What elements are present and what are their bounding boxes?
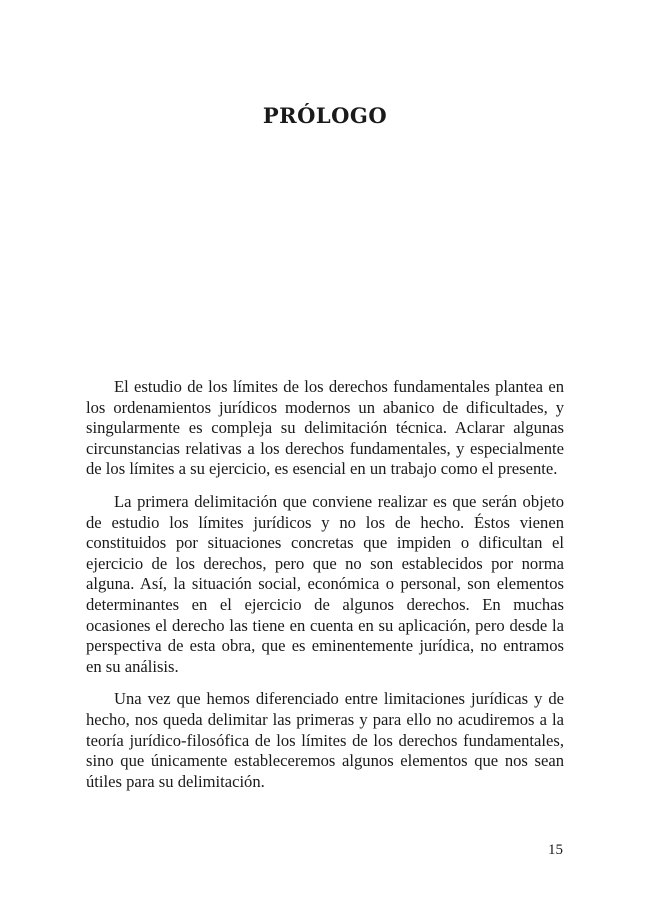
paragraph-2: La primera delimitación que conviene realizar es que serán objeto de estudio los límites jurídicos y no los de hecho. Éstos vienen constituidos por situaciones concretas que impiden o dificultan el ejercicio de los derechos, pero que no son establecidos por norma alguna. Así, la situación social, económica o personal, son elementos determinantes en el ejercicio de algunos derechos. En muchas ocasiones el derecho las tiene en cuenta en su aplicación, pero desde la perspectiva de esta obra, que es eminentemente jurídica, no entramos en su análisis. [86,491,564,676]
page-number: 15 [548,842,563,858]
page-title: PRÓLOGO [262,103,388,128]
body-text [86,377,564,804]
paragraph-1: El estudio de los límites de los derechos fundamentales plantea en los ordenamientos jurídicos modernos un abanico de dificultades, y singularmente es compleja su delimitación técnica. Aclarar algunas circunstancias relativas a los derechos fundamentales, y especialmente de los límites a su ejercicio, es esencial en un trabajo como el presente. [86,377,564,479]
paragraph-3: Una vez que hemos diferenciado entre limitaciones jurídicas y de hecho, nos queda delimitar las primeras y para ello no acudiremos a la teoría jurídico-filosófica de los límites de los derechos fundamentales, sino que únicamente estableceremos algunos elementos que nos sean útiles para su delimitación. [86,689,564,791]
